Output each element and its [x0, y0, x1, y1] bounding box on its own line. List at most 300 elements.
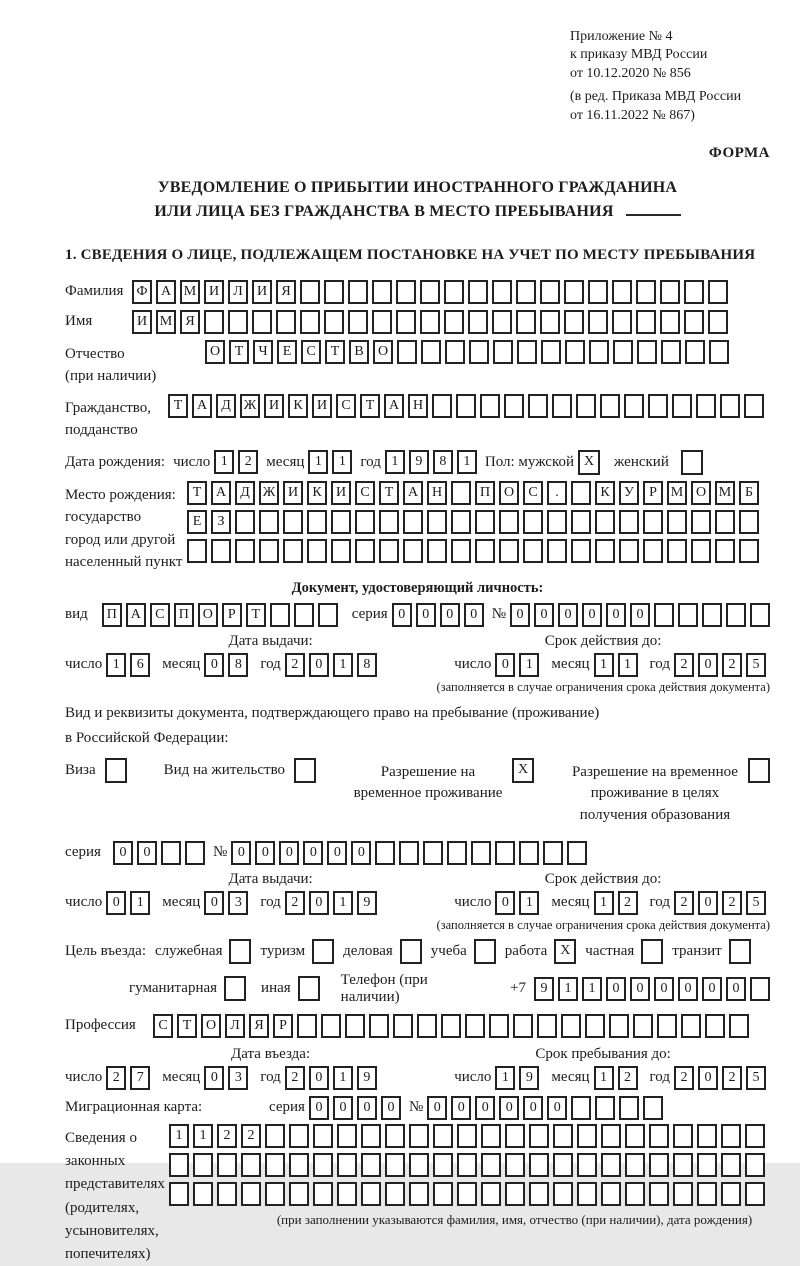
char-cell[interactable]: 2 [217, 1124, 237, 1148]
char-cell[interactable] [678, 603, 698, 627]
char-cell[interactable] [331, 510, 351, 534]
char-cell[interactable]: Т [177, 1014, 197, 1038]
char-cell[interactable] [324, 280, 344, 304]
char-cell[interactable] [661, 340, 681, 364]
char-cell[interactable] [289, 1182, 309, 1206]
residence-valid-month[interactable] [594, 891, 638, 915]
char-cell[interactable]: 8 [357, 653, 377, 677]
char-cell[interactable] [337, 1124, 357, 1148]
char-cell[interactable]: Ж [259, 481, 279, 505]
char-cell[interactable] [313, 1153, 333, 1177]
char-cell[interactable] [636, 280, 656, 304]
char-cell[interactable] [715, 510, 735, 534]
char-cell[interactable] [270, 603, 290, 627]
char-cell[interactable] [691, 510, 711, 534]
char-cell[interactable] [528, 394, 548, 418]
char-cell[interactable] [324, 310, 344, 334]
char-cell[interactable] [385, 1182, 405, 1206]
char-cell[interactable] [721, 1124, 741, 1148]
char-cell[interactable] [348, 310, 368, 334]
char-cell[interactable] [519, 841, 539, 865]
char-cell[interactable] [241, 1153, 261, 1177]
char-cell[interactable] [744, 394, 764, 418]
char-cell[interactable] [337, 1153, 357, 1177]
char-cell[interactable] [399, 841, 419, 865]
char-cell[interactable] [750, 977, 770, 1001]
char-cell[interactable]: 1 [495, 1066, 515, 1090]
char-cell[interactable]: Т [325, 340, 345, 364]
char-cell[interactable] [355, 539, 375, 563]
char-cell[interactable] [523, 539, 543, 563]
char-cell[interactable] [619, 539, 639, 563]
char-cell[interactable] [480, 394, 500, 418]
char-cell[interactable]: 2 [618, 891, 638, 915]
char-cell[interactable] [409, 1153, 429, 1177]
char-cell[interactable] [588, 310, 608, 334]
doc-valid-day[interactable] [495, 653, 539, 677]
char-cell[interactable] [654, 603, 674, 627]
char-cell[interactable] [636, 310, 656, 334]
entry-day[interactable] [106, 1066, 150, 1090]
char-cell[interactable]: 6 [130, 653, 150, 677]
char-cell[interactable] [595, 1096, 615, 1120]
char-cell[interactable]: 0 [309, 1096, 329, 1120]
char-cell[interactable] [420, 280, 440, 304]
char-cell[interactable]: С [301, 340, 321, 364]
char-cell[interactable] [721, 1153, 741, 1177]
char-cell[interactable] [469, 340, 489, 364]
char-cell[interactable]: 7 [130, 1066, 150, 1090]
char-cell[interactable]: О [373, 340, 393, 364]
char-cell[interactable]: 1 [214, 450, 234, 474]
char-cell[interactable]: 2 [285, 1066, 305, 1090]
char-cell[interactable]: 3 [228, 891, 248, 915]
doc-valid-year[interactable] [674, 653, 766, 677]
char-cell[interactable]: 1 [385, 450, 405, 474]
residence-series-input[interactable] [113, 841, 205, 865]
char-cell[interactable] [471, 841, 491, 865]
char-cell[interactable]: А [211, 481, 231, 505]
char-cell[interactable] [259, 510, 279, 534]
char-cell[interactable] [393, 1014, 413, 1038]
char-cell[interactable] [595, 510, 615, 534]
char-cell[interactable] [540, 310, 560, 334]
representatives-line3[interactable] [169, 1182, 770, 1206]
char-cell[interactable]: 0 [475, 1096, 495, 1120]
char-cell[interactable] [417, 1014, 437, 1038]
char-cell[interactable]: 2 [674, 891, 694, 915]
char-cell[interactable]: 0 [534, 603, 554, 627]
char-cell[interactable] [541, 340, 561, 364]
char-cell[interactable]: М [180, 280, 200, 304]
char-cell[interactable]: И [204, 280, 224, 304]
char-cell[interactable]: К [288, 394, 308, 418]
char-cell[interactable]: Л [228, 280, 248, 304]
char-cell[interactable]: 1 [333, 653, 353, 677]
char-cell[interactable]: 5 [746, 653, 766, 677]
purpose-study-checkbox[interactable] [474, 939, 496, 964]
char-cell[interactable]: 0 [726, 977, 746, 1001]
char-cell[interactable] [729, 1014, 749, 1038]
char-cell[interactable] [601, 1153, 621, 1177]
char-cell[interactable] [529, 1153, 549, 1177]
char-cell[interactable] [313, 1124, 333, 1148]
char-cell[interactable]: 0 [309, 1066, 329, 1090]
char-cell[interactable]: 0 [204, 1066, 224, 1090]
char-cell[interactable]: 0 [464, 603, 484, 627]
char-cell[interactable] [403, 510, 423, 534]
char-cell[interactable]: Б [739, 481, 759, 505]
char-cell[interactable]: 2 [106, 1066, 126, 1090]
char-cell[interactable]: 0 [351, 841, 371, 865]
char-cell[interactable] [300, 280, 320, 304]
char-cell[interactable] [564, 310, 584, 334]
char-cell[interactable]: С [355, 481, 375, 505]
char-cell[interactable] [228, 310, 248, 334]
doc-issue-month[interactable] [204, 653, 248, 677]
stay-day[interactable] [495, 1066, 539, 1090]
char-cell[interactable] [481, 1153, 501, 1177]
char-cell[interactable]: 0 [113, 841, 133, 865]
char-cell[interactable] [252, 310, 272, 334]
char-cell[interactable] [421, 340, 441, 364]
char-cell[interactable] [577, 1153, 597, 1177]
migration-number-input[interactable] [427, 1096, 663, 1120]
char-cell[interactable] [571, 539, 591, 563]
char-cell[interactable] [427, 539, 447, 563]
doc-number-input[interactable] [510, 603, 770, 627]
char-cell[interactable] [265, 1124, 285, 1148]
char-cell[interactable] [588, 280, 608, 304]
char-cell[interactable] [540, 280, 560, 304]
char-cell[interactable]: 0 [327, 841, 347, 865]
char-cell[interactable] [318, 603, 338, 627]
char-cell[interactable]: 0 [499, 1096, 519, 1120]
char-cell[interactable]: 9 [409, 450, 429, 474]
char-cell[interactable] [648, 394, 668, 418]
char-cell[interactable]: 2 [674, 653, 694, 677]
char-cell[interactable] [187, 539, 207, 563]
char-cell[interactable]: 0 [309, 653, 329, 677]
birth-month-input[interactable] [308, 450, 352, 474]
char-cell[interactable]: А [403, 481, 423, 505]
char-cell[interactable] [465, 1014, 485, 1038]
char-cell[interactable]: 5 [746, 891, 766, 915]
char-cell[interactable] [609, 1014, 629, 1038]
char-cell[interactable] [589, 340, 609, 364]
char-cell[interactable]: О [205, 340, 225, 364]
char-cell[interactable] [475, 539, 495, 563]
char-cell[interactable] [553, 1153, 573, 1177]
doc-issue-day[interactable] [106, 653, 150, 677]
char-cell[interactable] [379, 510, 399, 534]
char-cell[interactable] [553, 1182, 573, 1206]
char-cell[interactable]: 0 [381, 1096, 401, 1120]
char-cell[interactable] [691, 539, 711, 563]
char-cell[interactable]: 1 [308, 450, 328, 474]
char-cell[interactable] [543, 841, 563, 865]
char-cell[interactable]: И [132, 310, 152, 334]
char-cell[interactable] [427, 510, 447, 534]
char-cell[interactable] [345, 1014, 365, 1038]
surname-input[interactable] [132, 280, 728, 304]
char-cell[interactable] [397, 340, 417, 364]
char-cell[interactable] [745, 1182, 765, 1206]
purpose-business-checkbox[interactable] [400, 939, 422, 964]
residence-valid-year[interactable] [674, 891, 766, 915]
char-cell[interactable] [169, 1153, 189, 1177]
char-cell[interactable]: 2 [285, 653, 305, 677]
char-cell[interactable] [576, 394, 596, 418]
char-cell[interactable]: 8 [228, 653, 248, 677]
char-cell[interactable]: М [156, 310, 176, 334]
char-cell[interactable] [667, 510, 687, 534]
char-cell[interactable]: 0 [523, 1096, 543, 1120]
char-cell[interactable] [685, 340, 705, 364]
char-cell[interactable] [745, 1124, 765, 1148]
char-cell[interactable]: Е [277, 340, 297, 364]
char-cell[interactable] [505, 1124, 525, 1148]
char-cell[interactable]: 1 [169, 1124, 189, 1148]
char-cell[interactable]: Н [427, 481, 447, 505]
char-cell[interactable]: Ж [240, 394, 260, 418]
char-cell[interactable] [721, 1182, 741, 1206]
char-cell[interactable] [409, 1182, 429, 1206]
char-cell[interactable]: 0 [451, 1096, 471, 1120]
char-cell[interactable] [283, 539, 303, 563]
char-cell[interactable] [447, 841, 467, 865]
char-cell[interactable] [321, 1014, 341, 1038]
char-cell[interactable] [633, 1014, 653, 1038]
char-cell[interactable] [361, 1182, 381, 1206]
char-cell[interactable]: 2 [722, 1066, 742, 1090]
char-cell[interactable] [217, 1182, 237, 1206]
char-cell[interactable] [697, 1182, 717, 1206]
char-cell[interactable] [567, 841, 587, 865]
char-cell[interactable]: И [283, 481, 303, 505]
residence-issue-month[interactable] [204, 891, 248, 915]
char-cell[interactable]: И [252, 280, 272, 304]
char-cell[interactable]: Я [180, 310, 200, 334]
stay-month[interactable] [594, 1066, 638, 1090]
char-cell[interactable]: 0 [702, 977, 722, 1001]
char-cell[interactable] [307, 510, 327, 534]
char-cell[interactable] [529, 1182, 549, 1206]
char-cell[interactable] [445, 340, 465, 364]
patronymic-input[interactable] [205, 340, 729, 364]
char-cell[interactable]: С [150, 603, 170, 627]
residence-permit-checkbox[interactable] [294, 758, 316, 783]
migration-series-input[interactable] [309, 1096, 401, 1120]
purpose-humanitarian-checkbox[interactable] [224, 976, 246, 1001]
char-cell[interactable]: 0 [606, 603, 626, 627]
char-cell[interactable] [451, 481, 471, 505]
char-cell[interactable]: 2 [238, 450, 258, 474]
char-cell[interactable] [169, 1182, 189, 1206]
char-cell[interactable] [361, 1124, 381, 1148]
char-cell[interactable] [457, 1153, 477, 1177]
char-cell[interactable] [276, 310, 296, 334]
char-cell[interactable] [307, 539, 327, 563]
char-cell[interactable]: Т [246, 603, 266, 627]
char-cell[interactable]: Ф [132, 280, 152, 304]
char-cell[interactable]: Т [379, 481, 399, 505]
char-cell[interactable] [451, 539, 471, 563]
given-name-input[interactable] [132, 310, 728, 334]
char-cell[interactable]: 8 [433, 450, 453, 474]
char-cell[interactable] [601, 1124, 621, 1148]
citizenship-input[interactable] [168, 394, 764, 418]
char-cell[interactable] [739, 539, 759, 563]
char-cell[interactable] [259, 539, 279, 563]
char-cell[interactable] [375, 841, 395, 865]
char-cell[interactable] [726, 603, 746, 627]
char-cell[interactable] [289, 1153, 309, 1177]
char-cell[interactable] [673, 1182, 693, 1206]
char-cell[interactable]: Я [249, 1014, 269, 1038]
char-cell[interactable] [517, 340, 537, 364]
char-cell[interactable] [684, 280, 704, 304]
char-cell[interactable] [505, 1182, 525, 1206]
char-cell[interactable] [657, 1014, 677, 1038]
char-cell[interactable]: 1 [519, 891, 539, 915]
residence-number-input[interactable] [231, 841, 587, 865]
sex-male-checkbox[interactable]: X [578, 450, 600, 475]
char-cell[interactable] [649, 1182, 669, 1206]
char-cell[interactable] [745, 1153, 765, 1177]
char-cell[interactable]: 9 [519, 1066, 539, 1090]
char-cell[interactable] [625, 1153, 645, 1177]
char-cell[interactable]: 9 [357, 1066, 377, 1090]
char-cell[interactable] [337, 1182, 357, 1206]
char-cell[interactable] [561, 1014, 581, 1038]
char-cell[interactable] [673, 1124, 693, 1148]
char-cell[interactable] [495, 841, 515, 865]
char-cell[interactable]: 1 [558, 977, 578, 1001]
char-cell[interactable] [643, 539, 663, 563]
char-cell[interactable] [720, 394, 740, 418]
char-cell[interactable] [457, 1124, 477, 1148]
char-cell[interactable] [468, 310, 488, 334]
char-cell[interactable]: Д [235, 481, 255, 505]
char-cell[interactable] [265, 1153, 285, 1177]
char-cell[interactable] [235, 510, 255, 534]
char-cell[interactable]: 0 [654, 977, 674, 1001]
char-cell[interactable] [451, 510, 471, 534]
char-cell[interactable]: М [667, 481, 687, 505]
char-cell[interactable]: Л [225, 1014, 245, 1038]
char-cell[interactable]: Е [187, 510, 207, 534]
char-cell[interactable] [684, 310, 704, 334]
char-cell[interactable] [571, 1096, 591, 1120]
char-cell[interactable] [505, 1153, 525, 1177]
char-cell[interactable]: Р [643, 481, 663, 505]
char-cell[interactable]: 0 [333, 1096, 353, 1120]
char-cell[interactable]: А [192, 394, 212, 418]
char-cell[interactable] [385, 1153, 405, 1177]
char-cell[interactable] [601, 1182, 621, 1206]
char-cell[interactable] [739, 510, 759, 534]
char-cell[interactable]: 0 [698, 1066, 718, 1090]
char-cell[interactable]: 0 [392, 603, 412, 627]
char-cell[interactable] [649, 1124, 669, 1148]
char-cell[interactable] [705, 1014, 725, 1038]
char-cell[interactable] [433, 1153, 453, 1177]
char-cell[interactable]: 0 [510, 603, 530, 627]
profession-input[interactable] [153, 1014, 749, 1038]
temp-residence-edu-checkbox[interactable] [748, 758, 770, 783]
char-cell[interactable]: А [384, 394, 404, 418]
char-cell[interactable] [433, 1124, 453, 1148]
char-cell[interactable] [361, 1153, 381, 1177]
char-cell[interactable] [547, 539, 567, 563]
char-cell[interactable] [265, 1182, 285, 1206]
char-cell[interactable] [489, 1014, 509, 1038]
birth-place-line1[interactable] [187, 481, 759, 505]
doc-type-input[interactable] [102, 603, 338, 627]
char-cell[interactable] [235, 539, 255, 563]
residence-valid-day[interactable] [495, 891, 539, 915]
char-cell[interactable]: 1 [582, 977, 602, 1001]
char-cell[interactable] [300, 310, 320, 334]
char-cell[interactable]: Т [168, 394, 188, 418]
char-cell[interactable]: Р [222, 603, 242, 627]
char-cell[interactable] [504, 394, 524, 418]
char-cell[interactable] [161, 841, 181, 865]
char-cell[interactable]: 1 [333, 1066, 353, 1090]
char-cell[interactable] [499, 539, 519, 563]
char-cell[interactable]: Ч [253, 340, 273, 364]
char-cell[interactable]: 0 [630, 977, 650, 1001]
char-cell[interactable] [625, 1182, 645, 1206]
entry-month[interactable] [204, 1066, 248, 1090]
char-cell[interactable]: 1 [332, 450, 352, 474]
char-cell[interactable]: 0 [279, 841, 299, 865]
char-cell[interactable] [444, 310, 464, 334]
char-cell[interactable]: К [595, 481, 615, 505]
char-cell[interactable] [702, 603, 722, 627]
char-cell[interactable] [355, 510, 375, 534]
char-cell[interactable] [553, 1124, 573, 1148]
char-cell[interactable] [696, 394, 716, 418]
char-cell[interactable]: 2 [241, 1124, 261, 1148]
char-cell[interactable] [625, 1124, 645, 1148]
birth-day-input[interactable] [214, 450, 258, 474]
char-cell[interactable]: З [211, 510, 231, 534]
char-cell[interactable] [193, 1153, 213, 1177]
char-cell[interactable] [481, 1124, 501, 1148]
char-cell[interactable]: Т [187, 481, 207, 505]
residence-issue-day[interactable] [106, 891, 150, 915]
char-cell[interactable]: Я [276, 280, 296, 304]
char-cell[interactable] [516, 310, 536, 334]
char-cell[interactable]: А [126, 603, 146, 627]
char-cell[interactable] [369, 1014, 389, 1038]
char-cell[interactable] [643, 510, 663, 534]
char-cell[interactable] [385, 1124, 405, 1148]
char-cell[interactable]: 2 [285, 891, 305, 915]
doc-issue-year[interactable] [285, 653, 377, 677]
purpose-work-checkbox[interactable]: X [554, 939, 576, 964]
char-cell[interactable] [595, 539, 615, 563]
char-cell[interactable]: 0 [547, 1096, 567, 1120]
char-cell[interactable] [667, 539, 687, 563]
char-cell[interactable]: Т [360, 394, 380, 418]
char-cell[interactable]: 0 [495, 891, 515, 915]
char-cell[interactable] [499, 510, 519, 534]
char-cell[interactable] [565, 340, 585, 364]
char-cell[interactable] [211, 539, 231, 563]
